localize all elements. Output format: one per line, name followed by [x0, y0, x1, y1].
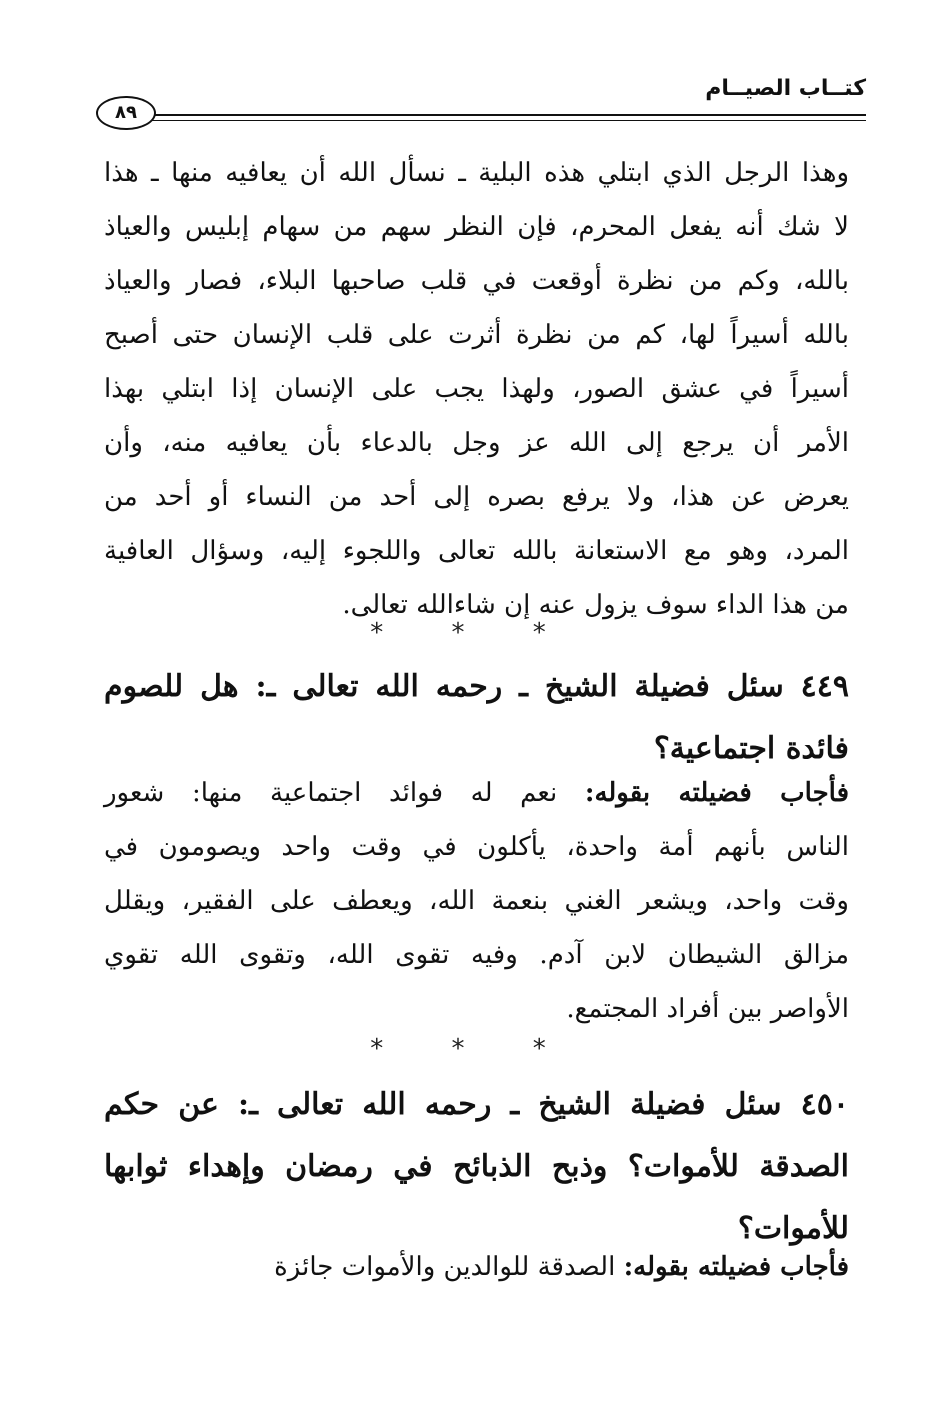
page-number: ٨٩ [96, 96, 156, 130]
text-line: المرد، وهو مع الاستعانة بالله تعالى واللجوء إليه، وسؤال العافية [104, 536, 849, 566]
text-line: الناس بأنهم أمة واحدة، يأكلون في وقت واحد ويصومون في [104, 832, 849, 862]
header-rule-thin [148, 120, 866, 121]
answer-text: نعم له فوائد اجتماعية منها: شعور [104, 778, 585, 808]
header-rule [148, 114, 866, 116]
text-line: وهذا الرجل الذي ابتلي هذه البلية ـ نسأل الله أن يعافيه منها ـ هذا [104, 158, 849, 188]
page-header [96, 76, 866, 136]
question-line: الصدقة للأموات؟ وذبح الذبائح في رمضان وإهداء ثوابها [104, 1149, 849, 1184]
answer-lead: فأجاب فضيلته بقوله: [584, 778, 849, 808]
text-line: من هذا الداء سوف يزول عنه إن شاءالله تعالى. [342, 590, 849, 620]
answer-449 [104, 766, 849, 1036]
paragraph-1 [104, 146, 849, 632]
text-line: لا شك أنه يفعل المحرم، فإن النظر سهم من سهام إبليس والعياذ [104, 212, 849, 242]
question-450 [104, 1074, 849, 1260]
question-line: للأموات؟ [737, 1211, 849, 1246]
text-line: بالله أسيراً لها، كم من نظرة أثرت على قلب الإنسان حتى أصبح [104, 320, 849, 350]
text-line: أسيراً في عشق الصور، ولهذا يجب على الإنسان إذا ابتلي بهذا [104, 374, 849, 404]
text-line: الأواصر بين أفراد المجتمع. [566, 994, 849, 1024]
section-separator: * * * [370, 1034, 576, 1064]
text-line [104, 1240, 849, 1294]
question-449 [104, 656, 849, 780]
answer-450 [104, 1240, 849, 1294]
question-line: ٤٥٠ سئل فضيلة الشيخ ـ رحمه الله تعالى ـ: عن حكم [104, 1087, 849, 1122]
text-line: الأمر أن يرجع إلى الله عز وجل بالدعاء بأن يعافيه منه، وأن [104, 428, 849, 458]
section-separator: * * * [370, 618, 576, 648]
text-line: يعرض عن هذا، ولا يرفع بصره إلى أحد من النساء أو أحد من [104, 482, 849, 512]
text-line: وقت واحد، ويشعر الغني بنعمة الله، ويعطف على الفقير، ويقلل [104, 886, 849, 916]
text-line: بالله، وكم من نظرة أوقعت في قلب صاحبها البلاء، فصار والعياذ [104, 266, 849, 296]
text-line: مزالق الشيطان لابن آدم. وفيه تقوى الله، وتقوى الله تقوي [104, 940, 849, 970]
answer-text: الصدقة للوالدين والأموات جائزة [274, 1252, 624, 1282]
text-line [104, 766, 849, 820]
question-line: ٤٤٩ سئل فضيلة الشيخ ـ رحمه الله تعالى ـ: هل للصوم [104, 669, 849, 704]
book-title: كتــاب الصيــام [705, 76, 866, 101]
answer-lead: فأجاب فضيلته بقوله: [623, 1252, 849, 1282]
question-line: فائدة اجتماعية؟ [653, 731, 849, 766]
